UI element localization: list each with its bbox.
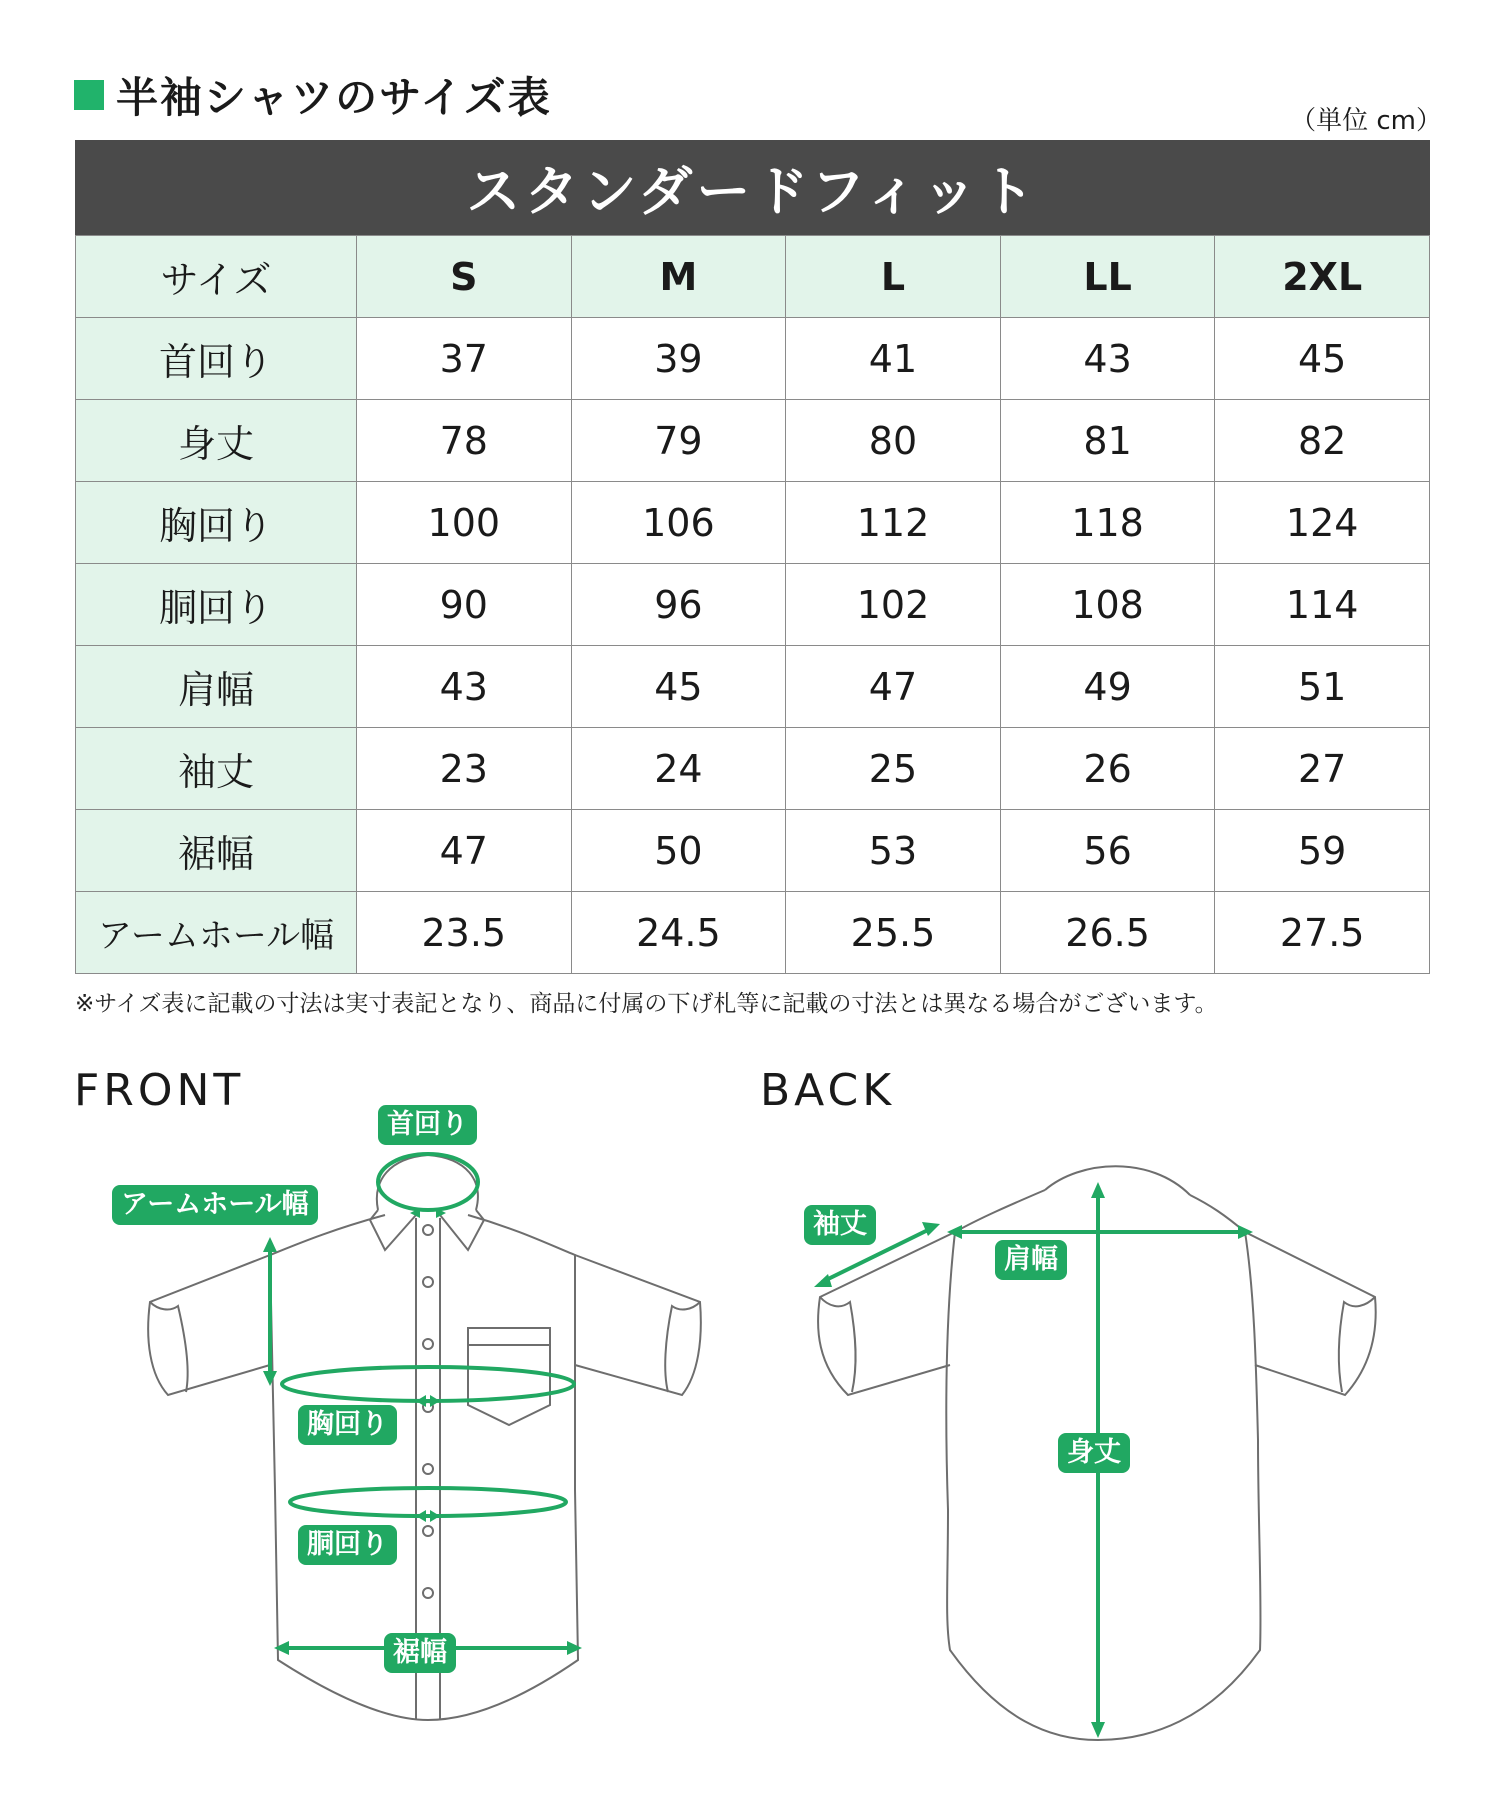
back-label-shoulder: 肩幅: [995, 1240, 1067, 1280]
measurement-cell: 43: [1000, 318, 1215, 400]
arrow-icon: [274, 1641, 289, 1655]
back-label-length: 身丈: [1058, 1433, 1130, 1473]
measurement-cell: 53: [786, 810, 1001, 892]
button: [423, 1225, 433, 1235]
measurement-cell: 47: [357, 810, 572, 892]
measurement-cell: 27.5: [1215, 892, 1430, 974]
size-column-header: LL: [1000, 236, 1215, 318]
row-label: 裾幅: [76, 810, 357, 892]
size-column-header: 2XL: [1215, 236, 1430, 318]
fit-banner: スタンダードフィット: [75, 140, 1430, 235]
measurement-cell: 79: [571, 400, 786, 482]
measurement-cell: 45: [1215, 318, 1430, 400]
size-column-header: M: [571, 236, 786, 318]
measurement-cell: 102: [786, 564, 1001, 646]
size-column-header: L: [786, 236, 1001, 318]
button: [423, 1464, 433, 1474]
row-label: 身丈: [76, 400, 357, 482]
disclaimer-note: ※サイズ表に記載の寸法は実寸表記となり、商品に付属の下げ札等に記載の寸法とは異なる場合がございます。: [75, 991, 1218, 1017]
arrow-icon: [430, 1510, 440, 1522]
arrow-icon: [430, 1395, 440, 1407]
measurement-cell: 81: [1000, 400, 1215, 482]
button: [423, 1526, 433, 1536]
measurement-cell: 24: [571, 728, 786, 810]
measurement-cell: 23: [357, 728, 572, 810]
measurement-cell: 45: [571, 646, 786, 728]
measurement-cell: 82: [1215, 400, 1430, 482]
row-label: 首回り: [76, 318, 357, 400]
row-label: 胴回り: [76, 564, 357, 646]
arrow-icon: [416, 1510, 426, 1522]
measurement-cell: 56: [1000, 810, 1215, 892]
measurement-cell: 108: [1000, 564, 1215, 646]
measurement-cell: 41: [786, 318, 1001, 400]
row-label: アームホール幅: [76, 892, 357, 974]
measurement-cell: 100: [357, 482, 572, 564]
button: [423, 1277, 433, 1287]
neck-measure-ring: [378, 1154, 478, 1210]
measurement-cell: 59: [1215, 810, 1430, 892]
measurement-cell: 78: [357, 400, 572, 482]
measurement-cell: 112: [786, 482, 1001, 564]
table-header-label: サイズ: [76, 236, 357, 318]
button: [423, 1588, 433, 1598]
measurement-cell: 26.5: [1000, 892, 1215, 974]
measurement-cell: 25.5: [786, 892, 1001, 974]
measurement-cell: 24.5: [571, 892, 786, 974]
measurement-cell: 124: [1215, 482, 1430, 564]
measurement-cell: 50: [571, 810, 786, 892]
front-label-waist: 胴回り: [298, 1525, 397, 1565]
measurement-cell: 118: [1000, 482, 1215, 564]
measurement-cell: 37: [357, 318, 572, 400]
arrow-icon: [1091, 1722, 1105, 1738]
page-title-text: 半袖シャツのサイズ表: [116, 73, 552, 122]
arrow-icon: [814, 1274, 832, 1287]
back-label-sleeve: 袖丈: [804, 1205, 876, 1245]
measurement-cell: 47: [786, 646, 1001, 728]
button: [423, 1339, 433, 1349]
arrow-icon: [922, 1222, 940, 1236]
measurement-cell: 96: [571, 564, 786, 646]
arrow-icon: [567, 1641, 582, 1655]
chest-measure-ring: [282, 1367, 574, 1401]
unit-note: （単位 cm）: [1290, 106, 1442, 136]
measurement-cell: 49: [1000, 646, 1215, 728]
measurement-cell: 114: [1215, 564, 1430, 646]
back-title: BACK: [760, 1065, 896, 1116]
measurement-cell: 106: [571, 482, 786, 564]
measurement-cell: 27: [1215, 728, 1430, 810]
measurement-cell: 80: [786, 400, 1001, 482]
size-column-header: S: [357, 236, 572, 318]
measurement-cell: 51: [1215, 646, 1430, 728]
front-label-neck: 首回り: [378, 1105, 477, 1145]
arrow-icon: [1091, 1182, 1105, 1198]
arrow-icon: [263, 1371, 277, 1386]
front-buttons: [423, 1225, 433, 1598]
measurement-cell: 43: [357, 646, 572, 728]
measurement-cell: 23.5: [357, 892, 572, 974]
front-title: FRONT: [74, 1065, 245, 1116]
front-label-hem: 裾幅: [384, 1633, 456, 1673]
measurement-cell: 26: [1000, 728, 1215, 810]
measurement-cell: 39: [571, 318, 786, 400]
waist-measure-ring: [290, 1488, 566, 1516]
measurement-cell: 90: [357, 564, 572, 646]
arrow-icon: [416, 1395, 426, 1407]
row-label: 胸回り: [76, 482, 357, 564]
row-label: 肩幅: [76, 646, 357, 728]
arrow-icon: [263, 1237, 277, 1252]
row-label: 袖丈: [76, 728, 357, 810]
measurement-cell: 25: [786, 728, 1001, 810]
front-label-armhole: アームホール幅: [112, 1185, 318, 1225]
front-label-chest: 胸回り: [298, 1405, 397, 1445]
